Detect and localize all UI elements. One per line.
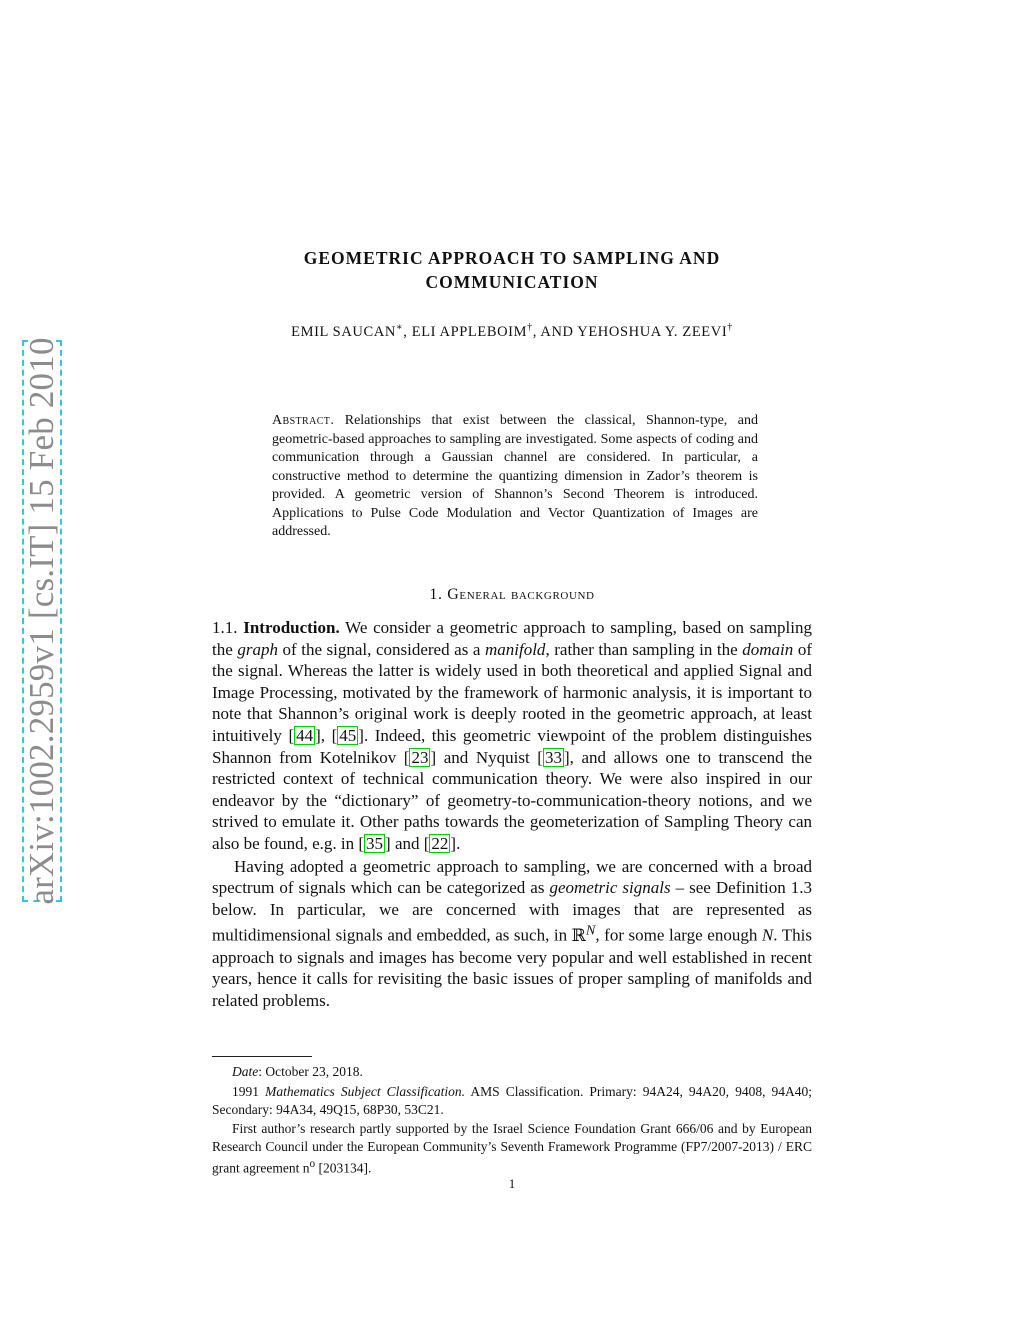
text-run: , <box>320 725 332 745</box>
subsection-heading: Introduction. <box>243 618 340 637</box>
citation-link[interactable]: 23 <box>411 747 429 767</box>
paragraph: 1.1. Introduction. We consider a geometric approach to sampling, based on sampling the graph of the signal, considered as a manifold, rather than sampling in the domain of the signal. Whereas the latter is widely used in both theoretical and applied Signal and Image Processing, motivated by the framework of harmonic analysis, it is important to note that Shannon’s original work is deeply rooted in the geometric approach, at least intuitively [ 44 ], [ 45 ]. Indeed, this geometric viewpoint of the problem distinguishes Shannon from Kotelnikov [ 23 ] and Nyquist [ 33 ], and allows one to transcend the restricted context of technical communication theory. We were also inspired in our endeavor by the “dictionary” of geometry-to-communication-theory notions, and we strived to emulate it. Other paths towards the geometerization of Sampling Theory can also be found, e.g. in [ 35 ] and [ 22 ]. <box>212 618 813 853</box>
section-number: 1. <box>429 586 443 603</box>
subsection-number: 1.1. <box>212 618 238 637</box>
footnote-date <box>212 1063 812 1081</box>
footnote-funding <box>212 1120 812 1177</box>
text-run: . <box>456 833 461 853</box>
abstract-text: Relationships that exist between the classical, Shannon-type, and geometric-based approaches to sampling are investigated. Some aspects of coding and communication through a Gaussian channel are considered. In particular, a constructive method to determine the quantizing dimension in Zador’s theorem is provided. A geometric version of Shannon’s Second Theorem is introduced. Applications to Pulse Code Modulation and Vector Quantization of Images are addressed. <box>272 413 758 539</box>
text-run: , and allows one to transcend the restricted context of technical communication theory. We were also inspired in our endeavor by the “dictionary” of geometry-to-communication-theory notions, and we strived to emulate it. Other paths towards the geometerization of Sampling Theory can also be found, e.g. in <box>212 747 812 853</box>
author-3: YEHOSHUA Y. ZEEVI <box>577 323 728 340</box>
math-rn <box>571 922 596 945</box>
text-run: and Nyquist <box>436 747 538 767</box>
section-heading <box>210 586 814 604</box>
footnote-text: 1991 <box>232 1083 266 1099</box>
text-run: Having adopted a geometric approach to sampling, we are concerned with a broad spectrum of signals which can be categorized as <box>212 856 812 898</box>
footnote-label: Mathematics Subject Classification. <box>265 1083 466 1099</box>
body-text <box>212 617 812 1011</box>
text-run: of the signal. Whereas the latter is widely used in both theoretical and applied Signal and Image Processing, motivated by the framework of harmonic analysis, it is important to note that Shannon’s original work is deeply rooted in the geometric approach, at least intuitively <box>212 639 812 745</box>
math-symbol: ℝ <box>571 925 586 945</box>
text-run: and <box>390 833 424 853</box>
text-run: , for some large enough <box>595 925 762 945</box>
footnote-label: Date <box>232 1064 259 1079</box>
author-separator: , <box>403 323 412 340</box>
emphasis: manifold <box>484 639 546 659</box>
section-title: General background <box>447 586 595 603</box>
paper-title <box>210 246 814 294</box>
title-line-2: COMMUNICATION <box>425 272 599 292</box>
emphasis: geometric signals <box>549 878 671 898</box>
abstract-label: Abstract. <box>272 413 335 428</box>
paragraph <box>212 856 812 1012</box>
author-3-mark: † <box>727 322 733 333</box>
text-run: , rather than sampling in the <box>545 639 743 659</box>
citation-link[interactable]: 33 <box>544 747 562 767</box>
footnote-text: o <box>309 1157 316 1170</box>
abstract <box>272 412 758 542</box>
footnote-msc <box>212 1083 812 1119</box>
footnote-text: AMS Classification. Primary: 94A24, 94A20, 9408, 94A40; Secondary: 94A34, 49Q15, 68P30, 53C21. <box>212 1083 813 1117</box>
author-2-mark: † <box>527 322 533 333</box>
footnote-rule <box>212 1056 312 1057</box>
arxiv-stamp[interactable] <box>22 337 62 905</box>
footnote-text: First author’s research partly supported by the Israel Science Foundation Grant 666/06 and by European Research Council under the European Community’s Seventh Framework Programme (FP7/2007-2013) / ERC grant agreement n <box>212 1121 812 1176</box>
text-run: . This approach to signals and images has become very popular and well established in recent years, hence it calls for revisiting the basic issues of proper sampling of manifolds and related problems. <box>212 925 812 1010</box>
text-run: of the signal, considered as a <box>277 639 485 659</box>
text-run: . Indeed, this geometric viewpoint of the problem distinguishes Shannon from Kotelnikov <box>212 725 813 767</box>
footnote-text: : October 23, 2018. <box>258 1064 363 1079</box>
emphasis: domain <box>742 639 794 659</box>
arxiv-identifier: arXiv:1002.2959v1 [cs.IT] 15 Feb 2010 <box>22 337 61 905</box>
author-2: ELI APPLEBOIM <box>411 323 528 340</box>
text-run: – see Definition 1.3 below. In particular, we are concerned with images that are represented as multidimensional signals and embedded, as such, in <box>212 878 812 945</box>
text-run: We consider a geometric approach to sampling, based on sampling the <box>212 618 812 659</box>
footnote-text: [203134]. <box>315 1160 372 1176</box>
page-number: 1 <box>508 1176 516 1191</box>
title-line-1: GEOMETRIC APPROACH TO SAMPLING AND <box>303 248 721 268</box>
author-separator: , AND <box>532 323 578 340</box>
citation-link[interactable]: 45 <box>339 725 357 745</box>
citation-link[interactable]: 44 <box>296 725 314 745</box>
math-symbol: N <box>761 925 774 945</box>
citation-link[interactable]: 22 <box>431 833 449 853</box>
author-1: EMIL SAUCAN <box>291 323 396 340</box>
author-1-mark: ∗ <box>395 322 404 333</box>
math-symbol: N <box>585 922 596 939</box>
citation-link[interactable]: 35 <box>366 833 384 853</box>
author-list <box>210 322 814 341</box>
footnotes <box>212 1063 812 1177</box>
emphasis: graph <box>237 639 278 659</box>
